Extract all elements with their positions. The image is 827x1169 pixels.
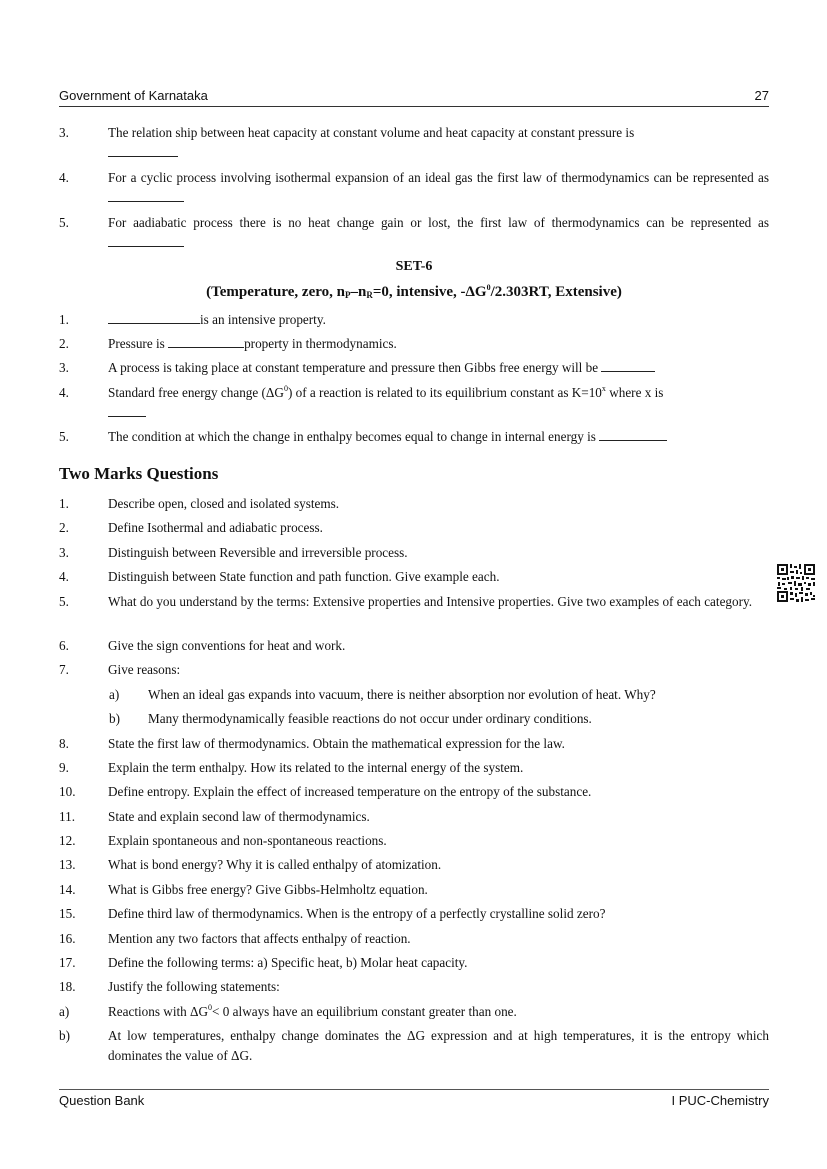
set6-title: SET-6 (395, 259, 433, 274)
answer-blank (108, 144, 178, 157)
set5-item-4: 4. For a cyclic process involving isothermal expansion of an ideal gas the first law of thermodynamics can be represented as (59, 168, 769, 208)
set5-item-5-text: For aadiabatic process there is no heat change gain or lost, the first law of thermodynamics can be represented as (108, 215, 769, 230)
answer-blank (108, 234, 184, 247)
set6-item-4: 4. Standard free energy change $(\Delta G^0)$ of a reaction is related to its equilibrium constant as $K=10^x$ where x is (59, 383, 769, 423)
footer-title: Question Bank (59, 1093, 145, 1108)
answer-blank (599, 428, 667, 441)
answer-blank (108, 404, 146, 417)
answer-blank (601, 359, 655, 372)
two-marks-title: Two Marks Questions (59, 464, 219, 483)
footer-rule (59, 1089, 769, 1090)
header-title: Government of Karnataka (59, 88, 208, 103)
answer-blank (108, 189, 184, 202)
set5-item-3-text: The relation ship between heat capacity at constant volume and heat capacity at constant pressure is (108, 125, 635, 140)
answer-blank (108, 311, 200, 324)
footer-subject: I PUC-Chemistry (671, 1093, 769, 1108)
question-item: b) At low temperatures, enthalpy change dominates the ΔG expression and at high temperatures, it is the entropy which dominates the value of ΔG. (59, 1028, 769, 1063)
set5-item-4-text: For a cyclic process involving isothermal expansion of an ideal gas the first law of thermodynamics can be represented as (108, 170, 769, 185)
header-rule (59, 106, 769, 107)
page-header (59, 88, 769, 103)
qr-code-icon (776, 563, 816, 603)
answer-blank (168, 335, 244, 348)
page-number: 27 (754, 88, 769, 103)
set6-options: (Temperature, zero, $n_P-n_R=0$, intensive, $-\Delta G^0/2.303RT$, Extensive) (206, 283, 622, 300)
set5-item-5: 5. For aadiabatic process there is no heat change gain or lost, the first law of thermodynamics can be represented as (59, 213, 769, 253)
set5-item-3: 3. The relation ship between heat capacity at constant volume and heat capacity at constant pressure is (59, 123, 769, 163)
page-footer (59, 1093, 769, 1108)
question-item: 5. What do you understand by the terms: Extensive properties and Intensive properties. Give two examples of each category. (59, 594, 753, 609)
